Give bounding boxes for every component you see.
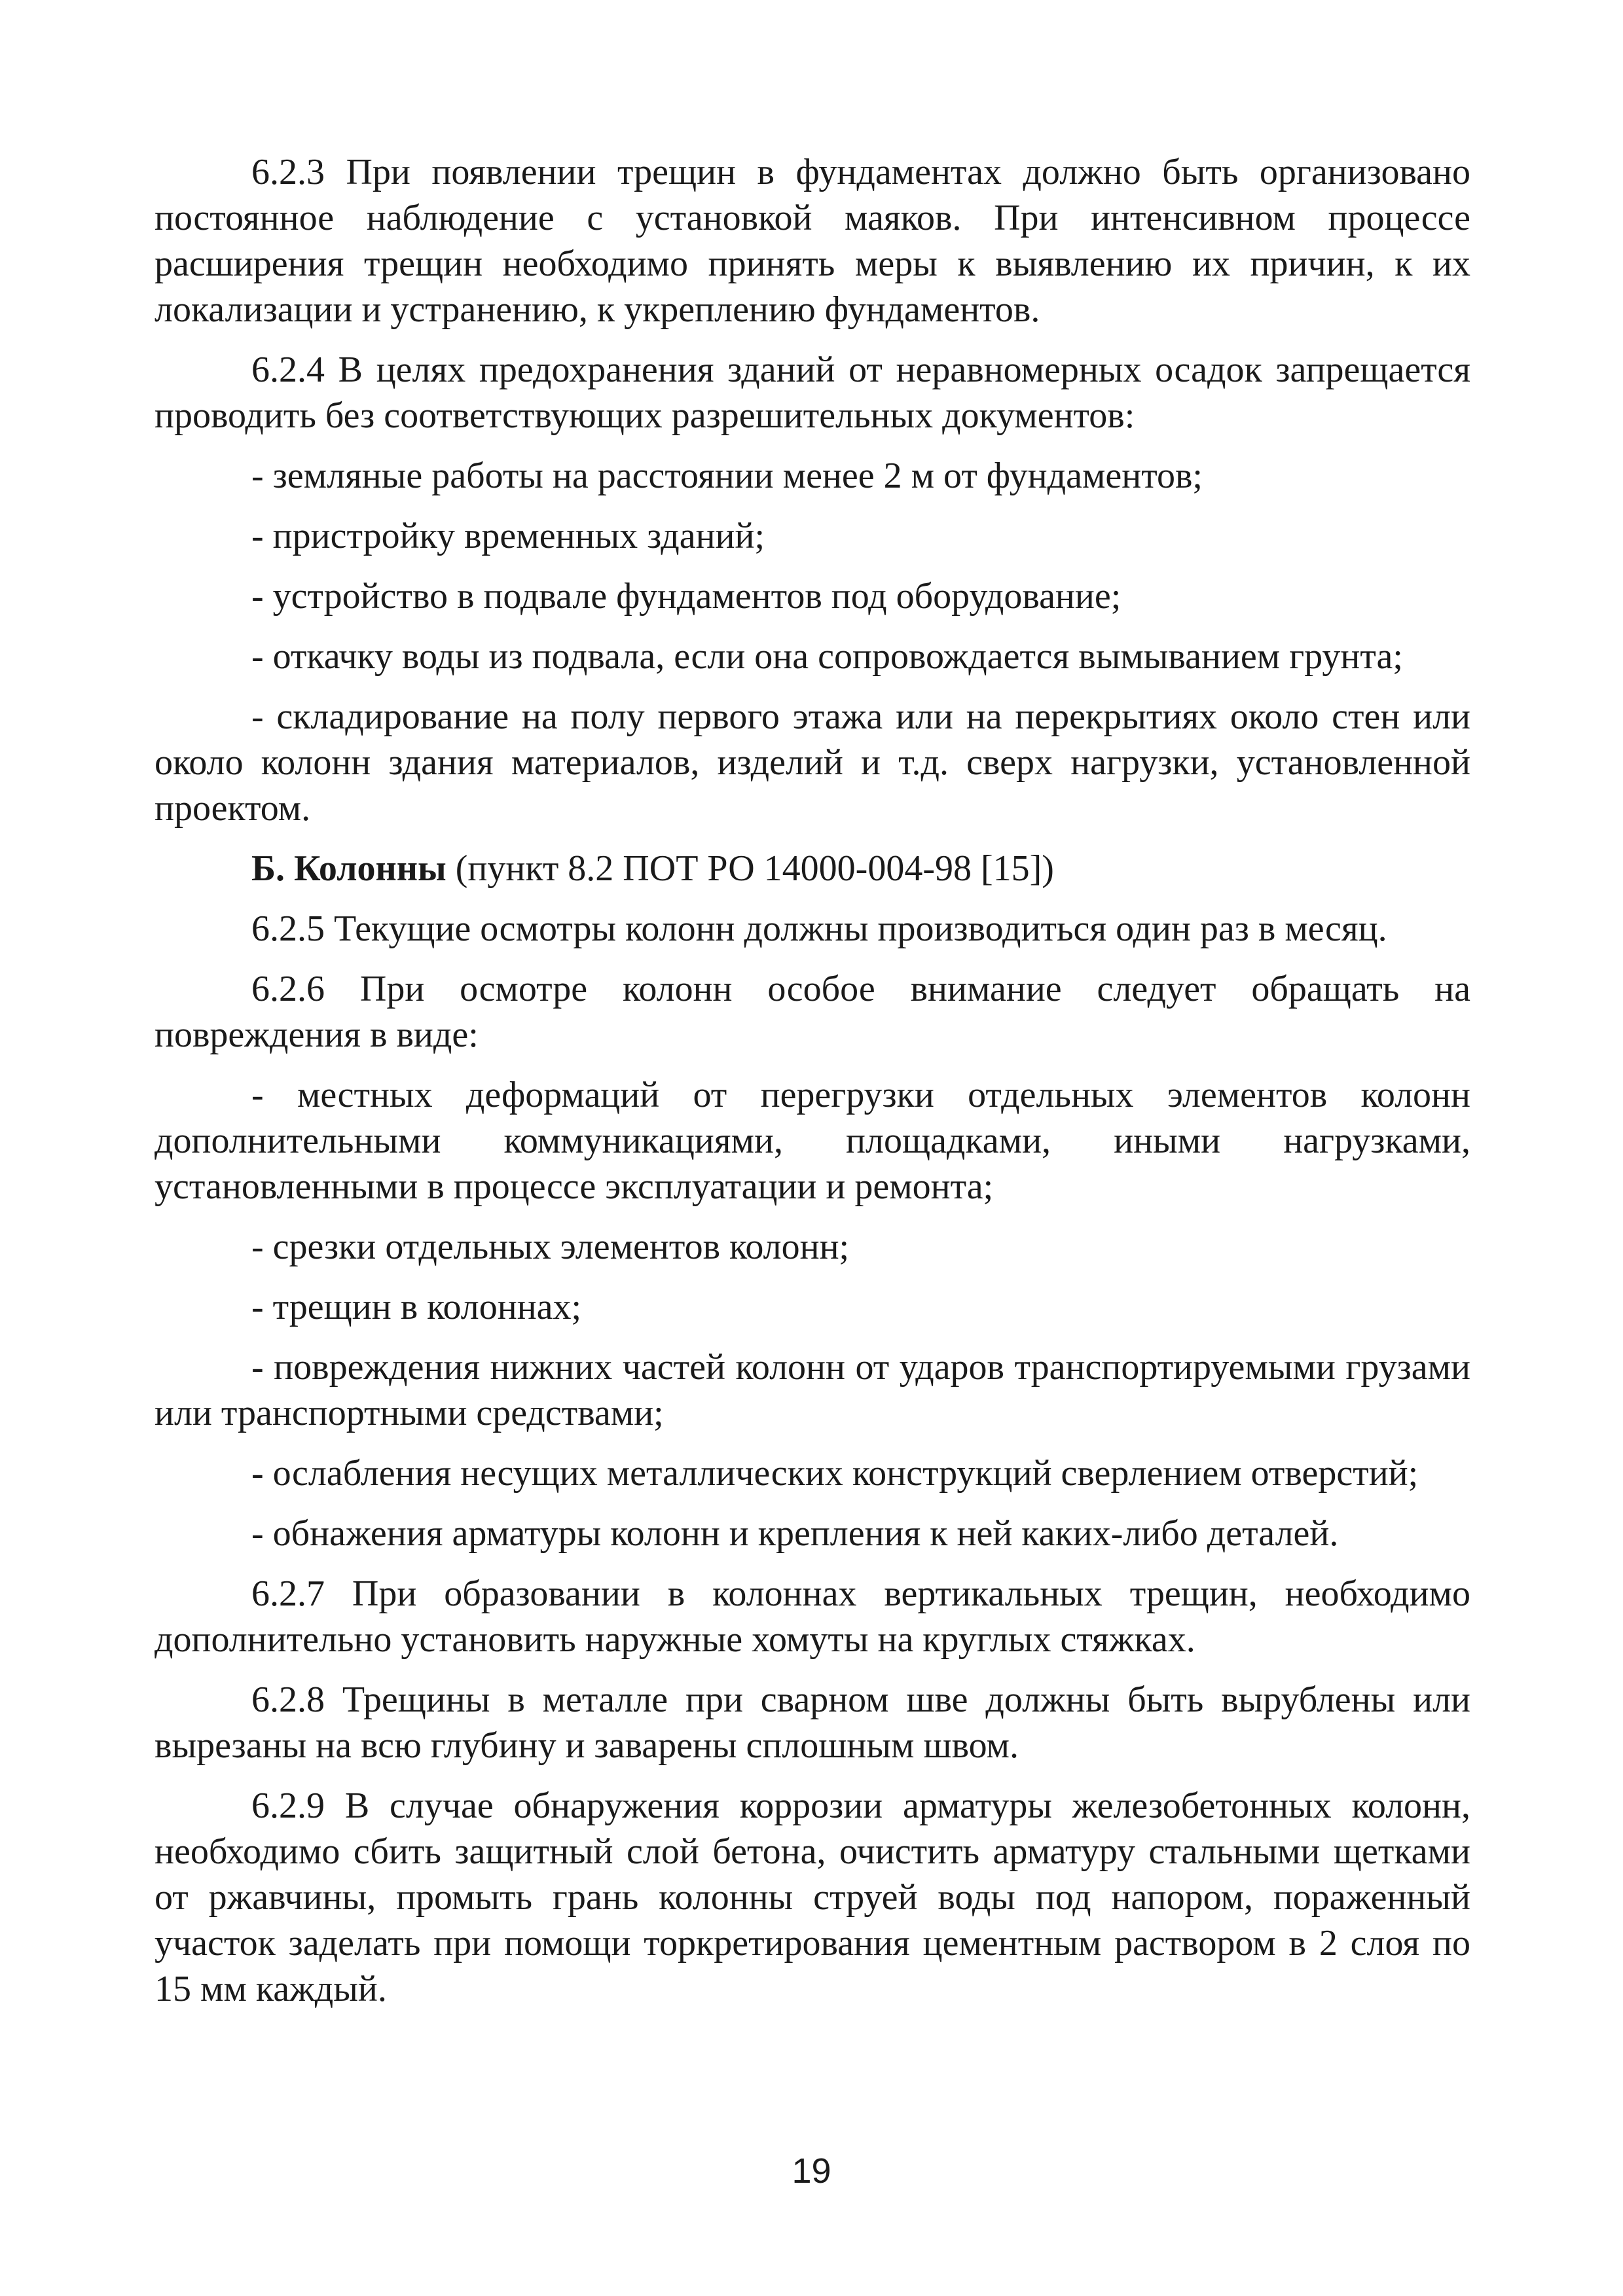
list-item: - срезки отдельных элементов колонн; [251, 1227, 850, 1267]
paragraph-6-2-6: 6.2.6 При осмотре колонн особое внимание следует обращать на повреждения в виде: [155, 969, 1470, 1055]
list-item: - земляные работы на расстоянии менее 2 м от фундаментов; [251, 456, 1203, 496]
list-item: - обнажения арматуры колонн и крепления к ней каких-либо деталей. [251, 1513, 1339, 1554]
paragraph-6-2-7: 6.2.7 При образовании в колоннах вертикальных трещин, необходимо дополнительно установить наружные хомуты на круглых стяжках. [155, 1573, 1470, 1660]
list-item: - откачку воды из подвала, если она сопровождается вымыванием грунта; [251, 636, 1403, 677]
page-number: 19 [792, 2151, 831, 2191]
paragraph-6-2-8: 6.2.8 Трещины в металле при сварном шве должны быть вырублены или вырезаны на всю глубину и заварены сплошным швом. [155, 1679, 1470, 1766]
page-body [155, 149, 1470, 2026]
section-heading-reference: (пункт 8.2 ПОТ РО 14000-004-98 [15]) [446, 848, 1054, 889]
list-item: - устройство в подвале фундаментов под оборудование; [251, 576, 1122, 617]
paragraph-6-2-3: 6.2.3 При появлении трещин в фундаментах должно быть организовано постоянное наблюдение с установкой маяков. При интенсивном процессе расширения трещин необходимо принять меры к выявлению их причин, к их локализации и устранению, к укреплению фундаментов. [155, 152, 1470, 330]
list-item: - складирование на полу первого этажа или на перекрытиях около стен или около колонн здания материалов, изделий и т.д. сверх нагрузки, установленной проектом. [155, 696, 1470, 829]
paragraph-6-2-5: 6.2.5 Текущие осмотры колонн должны производиться один раз в месяц. [251, 908, 1387, 949]
list-item: - местных деформаций от перегрузки отдельных элементов колонн дополнительными коммуникациями, площадками, иными нагрузками, установленными в процессе эксплуатации и ремонта; [155, 1075, 1470, 1207]
list-item: - пристройку временных зданий; [251, 516, 765, 556]
paragraph-6-2-4: 6.2.4 В целях предохранения зданий от неравномерных осадок запрещается проводить без соответствующих разрешительных документов: [155, 350, 1470, 436]
list-item: - трещин в колоннах; [251, 1287, 582, 1327]
list-item: - ослабления несущих металлических конструкций сверлением отверстий; [251, 1453, 1419, 1494]
section-heading-title: Б. Колонны [251, 848, 447, 889]
list-item: - повреждения нижних частей колонн от ударов транспортируемыми грузами или транспортными средствами; [155, 1347, 1470, 1433]
paragraph-6-2-9: 6.2.9 В случае обнаружения коррозии арматуры железобетонных колонн, необходимо сбить защитный слой бетона, очистить арматуру стальными щетками от ржавчины, промыть грань колонны струей воды под напором, пораженный участок заделать при помощи торкретирования цементным раствором в 2 слоя по 15 мм каждый. [155, 1785, 1470, 2009]
section-heading [155, 846, 1470, 891]
